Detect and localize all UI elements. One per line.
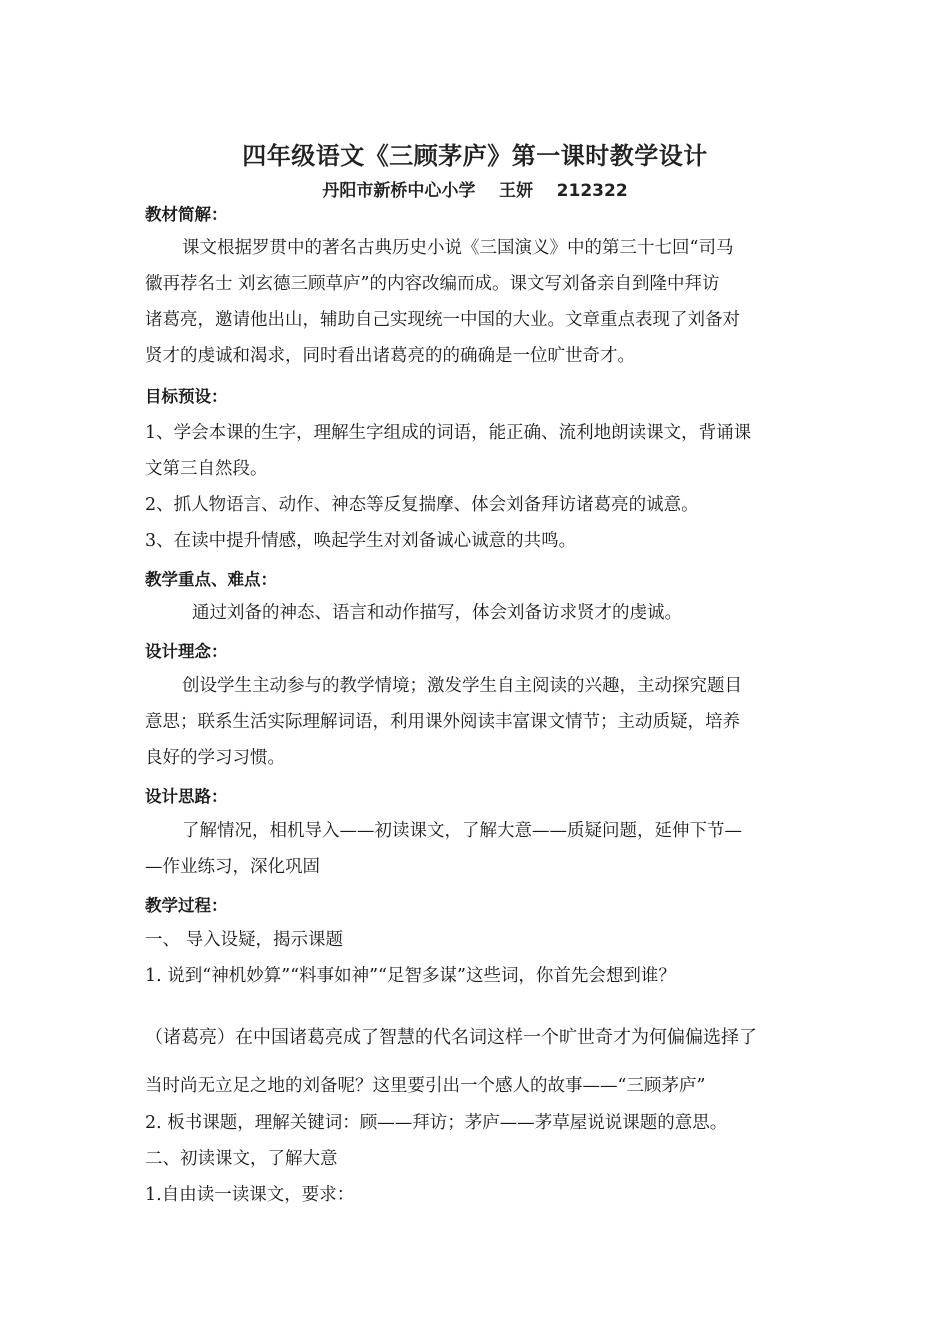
document-title: 四年级语文《三顾茅庐》第一课时教学设计 bbox=[242, 142, 708, 170]
document-subtitle: 丹阳市新桥中心小学 王妍 212322 bbox=[322, 181, 628, 201]
paragraph-line: 当时尚无立足之地的刘备呢？这里要引出一个感人的故事——“三顾茅庐” bbox=[145, 1076, 706, 1096]
paragraph-line: 贤才的虔诚和渴求，同时看出诸葛亮的的确确是一位旷世奇才。 bbox=[145, 346, 635, 366]
paragraph-line: 2. 板书课题，理解关键词：顾——拜访；茅庐——茅草屋说说课题的意思。 bbox=[145, 1113, 728, 1133]
paragraph-line: 通过刘备的神态、语言和动作描写，体会刘备访求贤才的虔诚。 bbox=[192, 603, 682, 623]
paragraph-line: 创设学生主动参与的教学情境；激发学生自主阅读的兴趣，主动探究题目 bbox=[182, 676, 742, 696]
paragraph-line: —作业练习，深化巩固 bbox=[145, 857, 320, 877]
paragraph-line: 1. 说到“神机妙算”“料事如神”“足智多谋”这些词，你首先会想到谁？ bbox=[145, 966, 676, 986]
section-heading-goals: 目标预设： bbox=[145, 387, 228, 406]
section-heading-keypoints: 教学重点、难点： bbox=[145, 570, 277, 589]
paragraph-line: 课文根据罗贯中的著名古典历史小说《三国演义》中的第三十七回“司马 bbox=[182, 238, 734, 258]
paragraph-line: 诸葛亮，邀请他出山，辅助自己实现统一中国的大业。文章重点表现了刘备对 bbox=[145, 310, 740, 330]
paragraph-line: 3、在读中提升情感，唤起学生对刘备诚心诚意的共鸣。 bbox=[145, 531, 577, 551]
section-heading-approach: 设计思路： bbox=[145, 787, 228, 806]
section-heading-textbook: 教材简解： bbox=[145, 205, 228, 224]
paragraph-line: 了解情况，相机导入——初读课文，了解大意——质疑问题，延伸下节— bbox=[182, 821, 742, 841]
paragraph-line: 良好的学习习惯。 bbox=[145, 748, 285, 768]
paragraph-line: 一、 导入设疑，揭示课题 bbox=[145, 930, 344, 950]
paragraph-line: 二、初读课文，了解大意 bbox=[145, 1149, 338, 1169]
paragraph-line: 2、抓人物语言、动作、神态等反复揣摩、体会刘备拜访诸葛亮的诚意。 bbox=[145, 495, 699, 515]
paragraph-line: （诸葛亮）在中国诸葛亮成了智慧的代名词这样一个旷世奇才为何偏偏选择了 bbox=[145, 1027, 757, 1048]
paragraph-line: 文第三自然段。 bbox=[145, 459, 268, 479]
section-heading-process: 教学过程： bbox=[145, 896, 228, 915]
paragraph-line: 1、学会本课的生字，理解生字组成的词语，能正确、流利地朗读课文，背诵课 bbox=[145, 423, 752, 443]
paragraph-line: 1.自由读一读课文，要求： bbox=[145, 1185, 355, 1205]
paragraph-line: 意思；联系生活实际理解词语，利用课外阅读丰富课文情节；主动质疑，培养 bbox=[145, 712, 740, 732]
section-heading-concept: 设计理念： bbox=[145, 642, 228, 661]
paragraph-line: 徽再荐名士 刘玄德三顾草庐”的内容改编而成。课文写刘备亲自到隆中拜访 bbox=[145, 274, 720, 294]
